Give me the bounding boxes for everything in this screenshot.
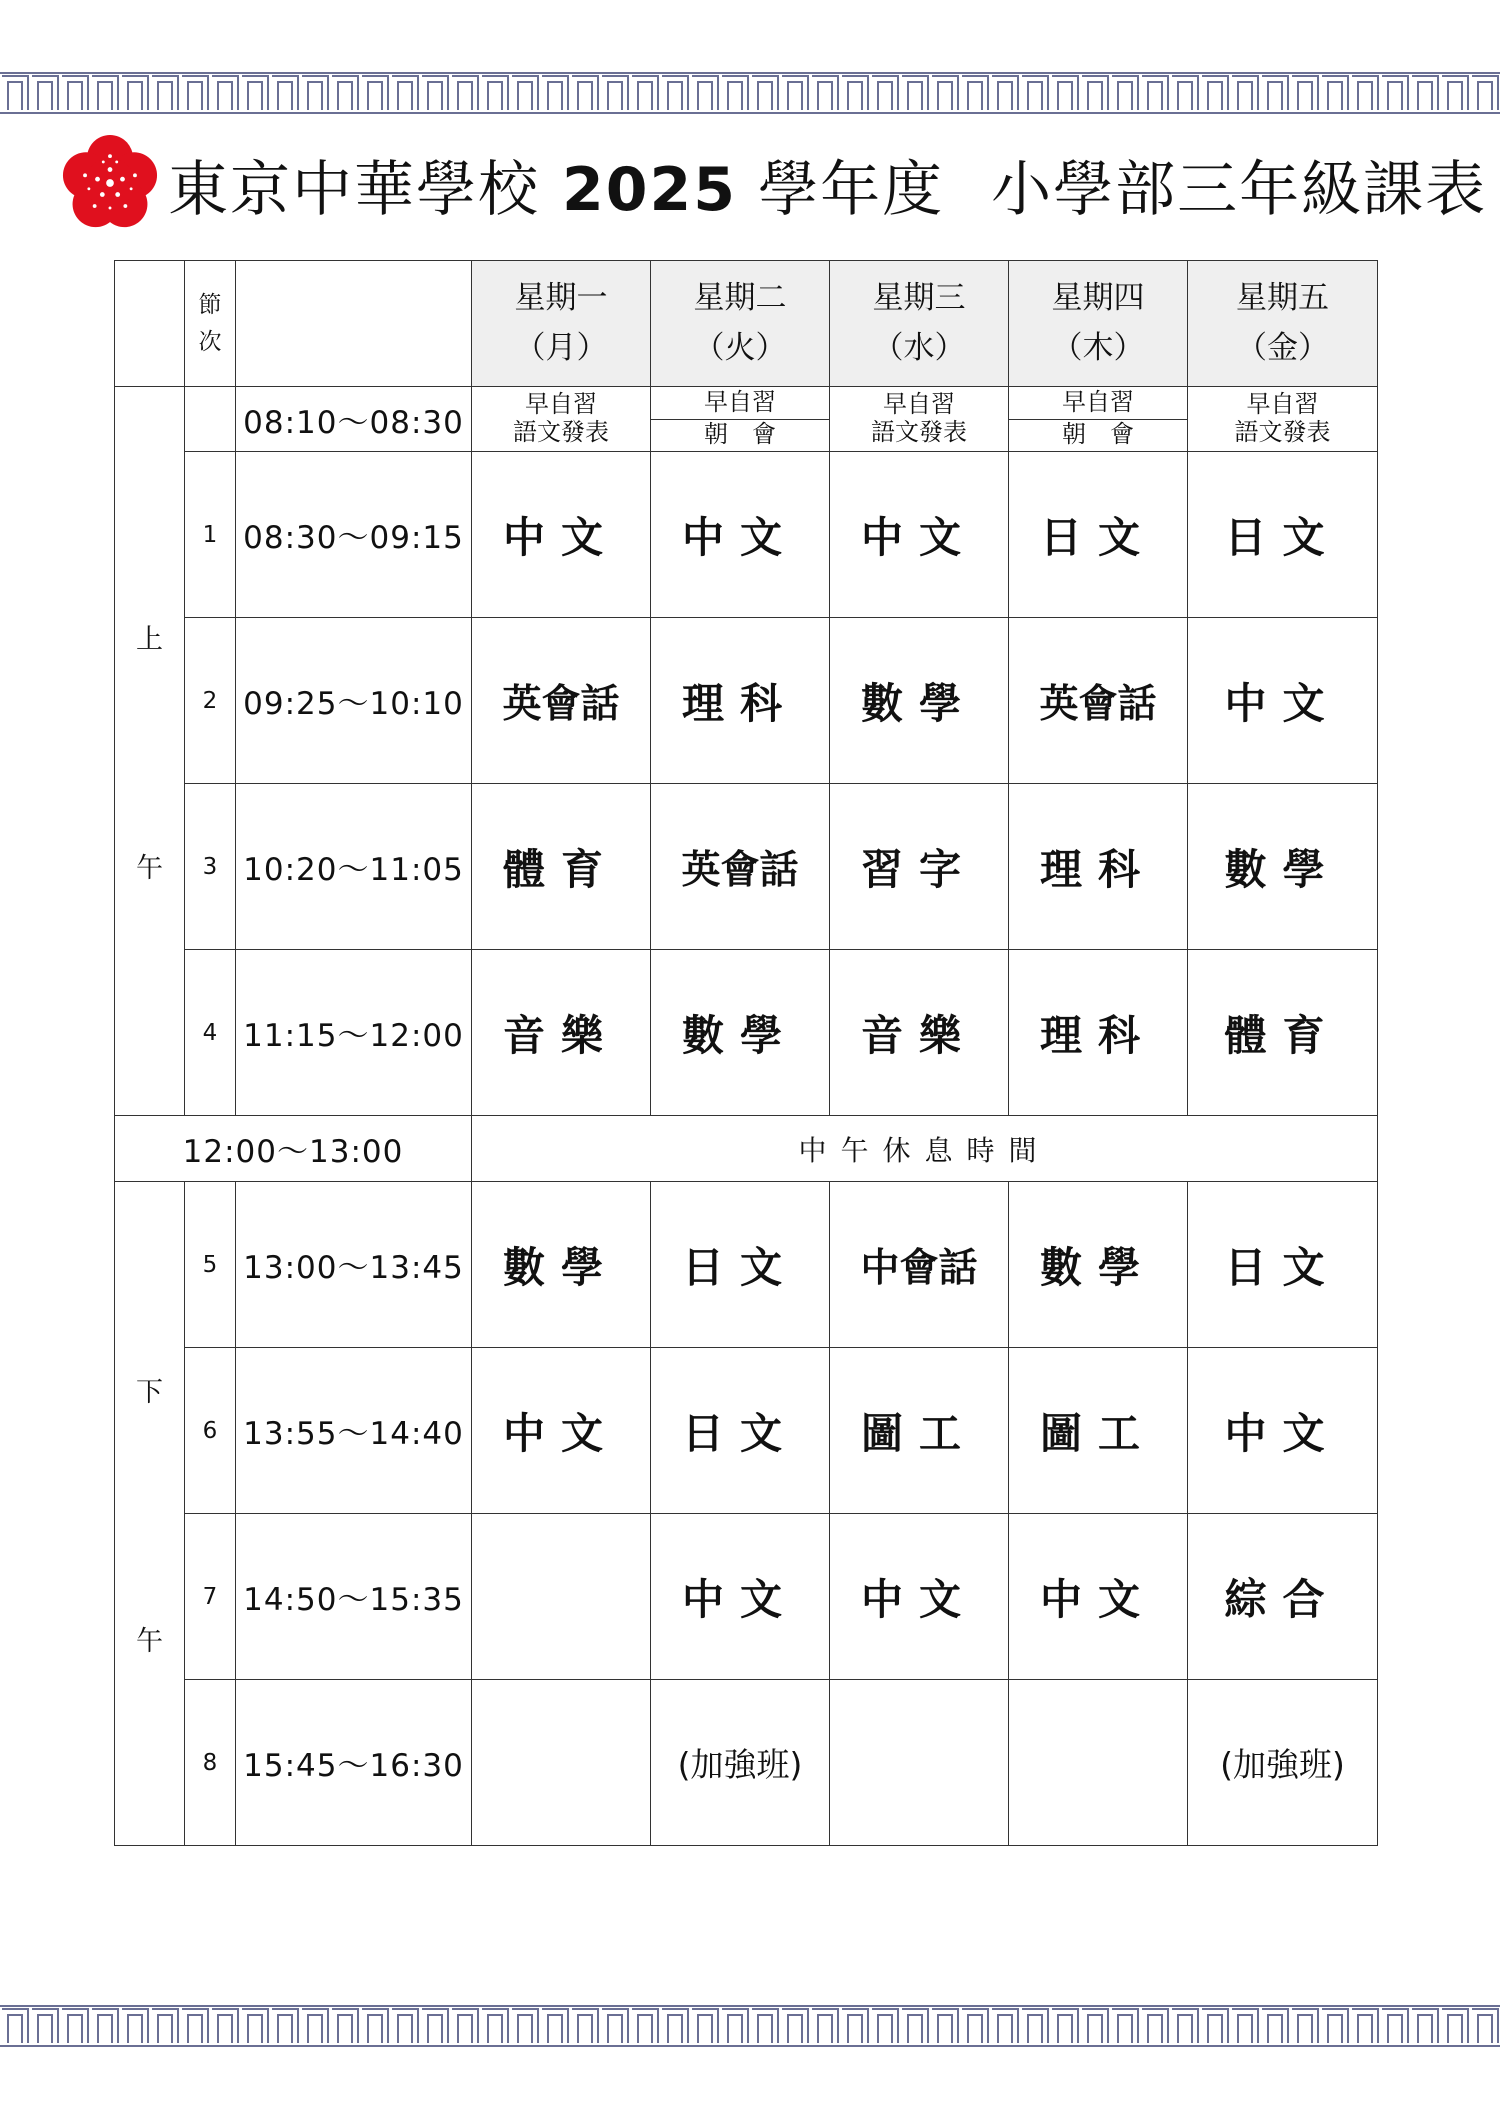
period-time: 14:50～15:35 <box>236 1514 472 1680</box>
day-name: 星期四 <box>1051 279 1145 316</box>
morning-cell-wed <box>830 387 1009 452</box>
period-label-top: 節 <box>198 291 222 318</box>
day-header-fri <box>1188 261 1378 387</box>
period-number: 5 <box>185 1182 236 1348</box>
lunch-row <box>115 1116 1378 1182</box>
morning-top: 早自習 <box>1009 387 1187 420</box>
top-fret-border <box>0 72 1500 114</box>
period-time: 08:30～09:15 <box>236 452 472 618</box>
lunch-label: 中午休息時間 <box>472 1116 1378 1182</box>
subject-cell: 數學 <box>472 1182 651 1348</box>
pm-session-label <box>115 1182 185 1846</box>
time-column-header <box>236 261 472 387</box>
header-blank-cell <box>115 261 185 387</box>
am-label-bottom: 午 <box>136 853 163 884</box>
subject-cell: 理科 <box>651 618 830 784</box>
period-row-7 <box>115 1514 1378 1680</box>
morning-top: 早自習 <box>883 390 955 419</box>
lunch-time: 12:00～13:00 <box>115 1116 472 1182</box>
timetable <box>114 260 1378 1846</box>
period-column-header <box>185 261 236 387</box>
subject-cell: 數學 <box>651 950 830 1116</box>
day-name: 星期二 <box>693 279 787 316</box>
subject-cell: 日文 <box>1188 1182 1378 1348</box>
period-row-1 <box>115 452 1378 618</box>
day-header-thu <box>1009 261 1188 387</box>
day-short: （金） <box>1236 329 1329 366</box>
subject-cell: 音樂 <box>472 950 651 1116</box>
period-time: 15:45～16:30 <box>236 1680 472 1846</box>
subject-cell <box>472 1514 651 1680</box>
subject-cell: 體育 <box>472 784 651 950</box>
period-row-3 <box>115 784 1378 950</box>
day-short: （火） <box>693 329 787 366</box>
morning-top: 早自習 <box>525 390 597 419</box>
period-row-6 <box>115 1348 1378 1514</box>
pm-label-bottom: 午 <box>136 1625 163 1657</box>
subject-cell: 中文 <box>1188 618 1378 784</box>
school-year: 2025 <box>562 155 737 225</box>
day-name: 星期三 <box>872 279 966 316</box>
subject-cell: 圖工 <box>830 1348 1009 1514</box>
am-label-top: 上 <box>136 624 163 655</box>
subject-cell: 中文 <box>1009 1514 1188 1680</box>
period-time: 11:15～12:00 <box>236 950 472 1116</box>
subject-cell: 數學 <box>1188 784 1378 950</box>
subject-cell: 日文 <box>1009 452 1188 618</box>
morning-cell-fri <box>1188 387 1378 452</box>
subject-cell: 中文 <box>830 1514 1009 1680</box>
subject-cell: (加強班) <box>1188 1680 1378 1846</box>
subject-cell: 綜合 <box>1188 1514 1378 1680</box>
subject-cell: 日文 <box>651 1348 830 1514</box>
subject-cell: 圖工 <box>1009 1348 1188 1514</box>
morning-cell-tue <box>651 387 830 452</box>
morning-bottom: 語文發表 <box>513 418 609 446</box>
school-logo-plum-blossom <box>62 135 158 231</box>
subject-cell <box>1009 1680 1188 1846</box>
period-time: 09:25～10:10 <box>236 618 472 784</box>
subject-cell: 中文 <box>830 452 1009 618</box>
day-short: （水） <box>872 329 966 366</box>
subject-cell: 音樂 <box>830 950 1009 1116</box>
period-time: 10:20～11:05 <box>236 784 472 950</box>
period-number: 2 <box>185 618 236 784</box>
day-name: 星期五 <box>1236 279 1329 316</box>
pm-label-top: 下 <box>136 1376 163 1408</box>
page-title <box>168 155 1488 225</box>
period-row-8 <box>115 1680 1378 1846</box>
morning-cell-mon <box>472 387 651 452</box>
period-number: 6 <box>185 1348 236 1514</box>
subject-cell: 中文 <box>1188 1348 1378 1514</box>
subject-cell: 理科 <box>1009 950 1188 1116</box>
period-label-bottom: 次 <box>198 328 222 355</box>
subject-cell: 英會話 <box>472 618 651 784</box>
morning-bottom: 語文發表 <box>871 418 967 446</box>
header-row <box>115 261 1378 387</box>
period-time: 13:55～14:40 <box>236 1348 472 1514</box>
morning-bottom: 朝 會 <box>1062 420 1134 449</box>
bottom-fret-border <box>0 2005 1500 2047</box>
day-short: （木） <box>1051 329 1145 366</box>
day-name: 星期一 <box>514 279 608 316</box>
subject-cell: 中文 <box>651 452 830 618</box>
subject-cell: 理科 <box>1009 784 1188 950</box>
subject-cell: 英會話 <box>1009 618 1188 784</box>
morning-bottom: 朝 會 <box>704 420 776 449</box>
morning-period-cell <box>185 387 236 452</box>
morning-bottom: 語文發表 <box>1234 418 1331 446</box>
subject-cell: 中會話 <box>830 1182 1009 1348</box>
subject-cell: 英會話 <box>651 784 830 950</box>
subject-cell <box>472 1680 651 1846</box>
period-number: 3 <box>185 784 236 950</box>
subject-cell: 日文 <box>651 1182 830 1348</box>
am-session-label <box>115 387 185 1116</box>
subject-cell: 中文 <box>472 1348 651 1514</box>
period-time: 13:00～13:45 <box>236 1182 472 1348</box>
period-row-5 <box>115 1182 1378 1348</box>
morning-time: 08:10～08:30 <box>236 387 472 452</box>
morning-top: 早自習 <box>1246 390 1319 419</box>
subject-cell: 數學 <box>1009 1182 1188 1348</box>
subject-cell: 中文 <box>472 452 651 618</box>
morning-row <box>115 387 1378 452</box>
period-row-2 <box>115 618 1378 784</box>
morning-cell-thu <box>1009 387 1188 452</box>
subject-cell: (加強班) <box>651 1680 830 1846</box>
period-number: 4 <box>185 950 236 1116</box>
subject-cell: 數學 <box>830 618 1009 784</box>
period-number: 8 <box>185 1680 236 1846</box>
subject-cell <box>830 1680 1009 1846</box>
subject-cell: 中文 <box>651 1514 830 1680</box>
morning-top: 早自習 <box>651 387 829 420</box>
subject-cell: 習字 <box>830 784 1009 950</box>
period-row-4 <box>115 950 1378 1116</box>
day-header-wed <box>830 261 1009 387</box>
day-header-tue <box>651 261 830 387</box>
day-header-mon <box>472 261 651 387</box>
day-short: （月） <box>514 329 608 366</box>
period-number: 7 <box>185 1514 236 1680</box>
subject-cell: 日文 <box>1188 452 1378 618</box>
period-number: 1 <box>185 452 236 618</box>
subject-cell: 體育 <box>1188 950 1378 1116</box>
school-year-suffix: 學年度 <box>758 155 945 225</box>
school-name: 東京中華學校 <box>168 155 540 225</box>
timetable-subtitle: 小學部三年級課表 <box>991 155 1488 225</box>
